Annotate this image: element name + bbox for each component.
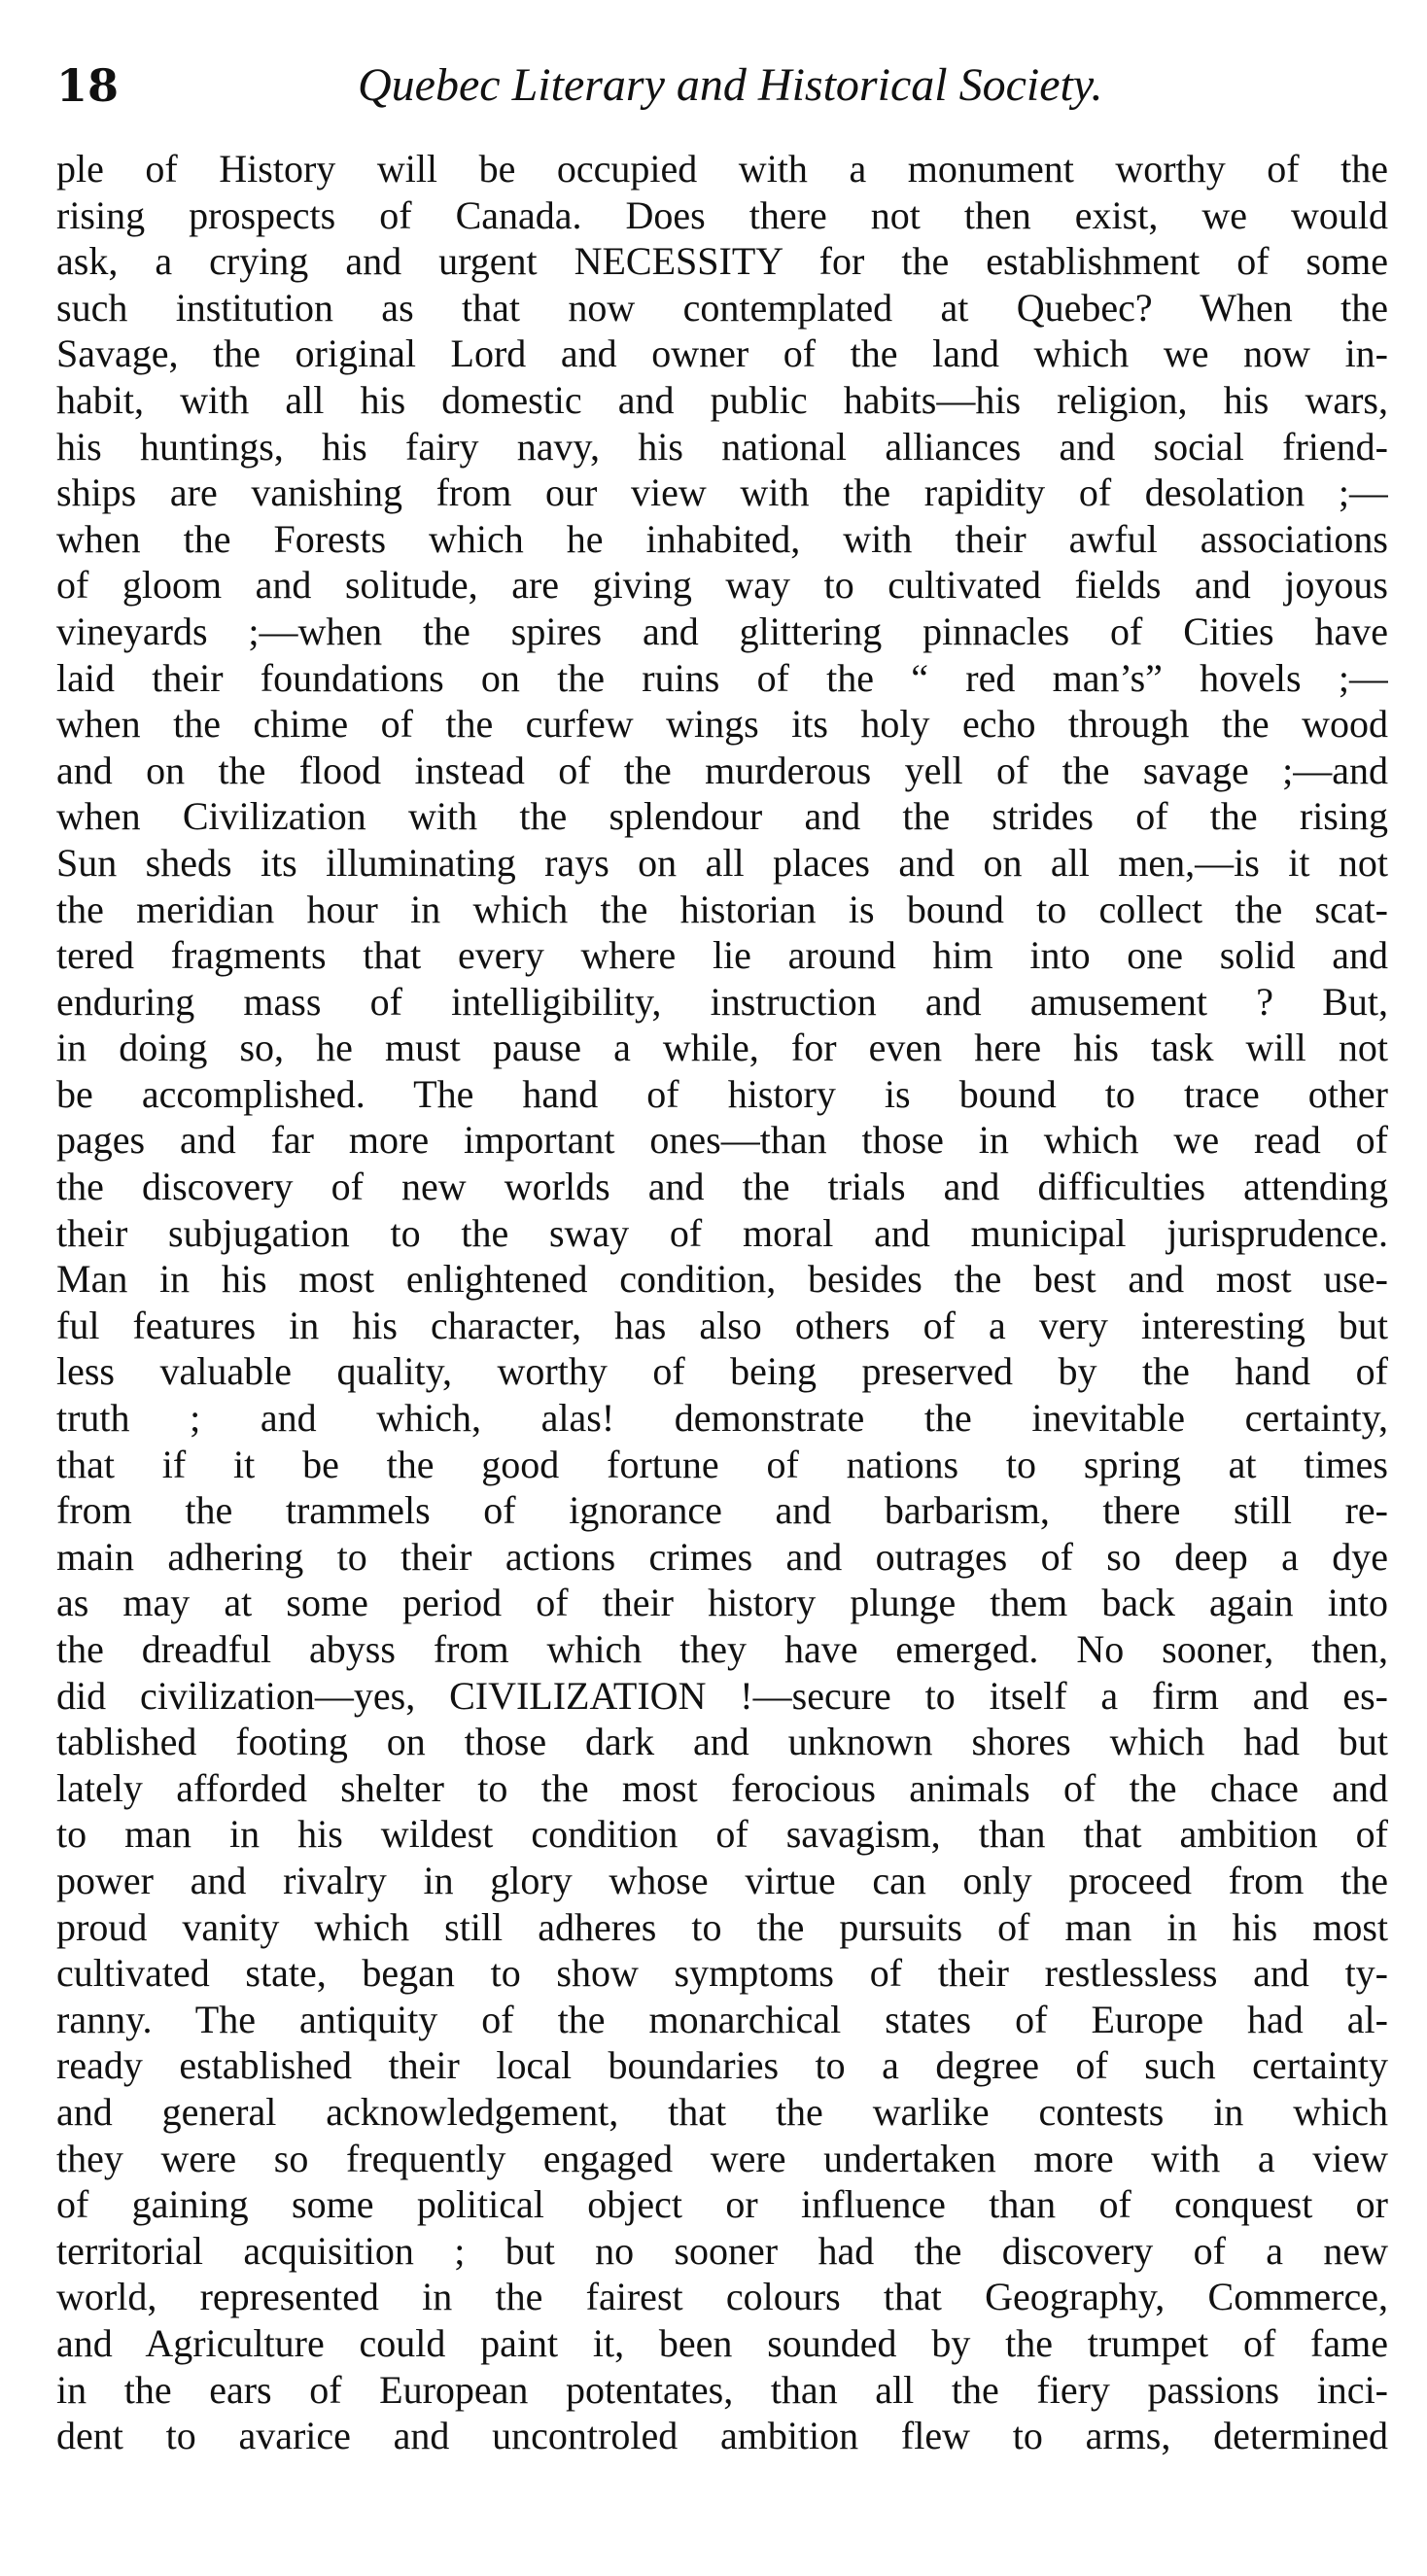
text-line: ask, a crying and urgent NECESSITY for the establishment of some	[56, 239, 1388, 284]
running-head	[56, 56, 1378, 115]
text-line: tablished footing on those dark and unknown shores which had but	[56, 1720, 1388, 1764]
text-line: Man in his most enlightened condition, besides the best and most use-	[56, 1257, 1388, 1302]
text-line: lately afforded shelter to the most ferocious animals of the chace and	[56, 1765, 1388, 1810]
text-line: less valuable quality, worthy of being preserved by the hand of	[56, 1349, 1388, 1394]
text-line: power and rivalry in glory whose virtue can only proceed from the	[56, 1858, 1388, 1902]
text-line: laid their foundations on the ruins of the “ red man’s” hovels ;—	[56, 655, 1388, 700]
text-line: enduring mass of intelligibility, instruction and amusement ? But,	[56, 979, 1388, 1024]
text-line: Savage, the original Lord and owner of the land which we now in-	[56, 331, 1388, 376]
text-line: pages and far more important ones—than those in which we read of	[56, 1118, 1388, 1163]
text-line: from the trammels of ignorance and barbarism, there still re-	[56, 1488, 1388, 1533]
text-line: his huntings, his fairy navy, his national alliances and social friend-	[56, 424, 1388, 469]
text-line: ranny. The antiquity of the monarchical states of Europe had al-	[56, 1997, 1388, 2041]
text-line: as may at some period of their history plunge them back again into	[56, 1581, 1388, 1625]
text-line: ready established their local boundaries to a degree of such certainty	[56, 2043, 1388, 2088]
text-line: rising prospects of Canada. Does there not then exist, we would	[56, 192, 1388, 237]
text-line: such institution as that now contemplated at Quebec? When the	[56, 285, 1388, 330]
text-line: when the chime of the curfew wings its holy echo through the wood	[56, 702, 1388, 747]
text-line: dent to avarice and uncontroled ambition flew to arms, determined	[56, 2414, 1388, 2458]
text-line: main adhering to their actions crimes and outrages of so deep a dye	[56, 1534, 1388, 1579]
text-line: in the ears of European potentates, than all the fiery passions inci-	[56, 2367, 1388, 2412]
page-number: 18	[56, 59, 120, 112]
text-line: habit, with all his domestic and public habits—his religion, his wars,	[56, 377, 1388, 422]
text-line: and general acknowledgement, that the warlike contests in which	[56, 2089, 1388, 2134]
text-line: did civilization—yes, CIVILIZATION !—secure to itself a firm and es-	[56, 1673, 1388, 1718]
text-line: the meridian hour in which the historian is bound to collect the scat-	[56, 887, 1388, 931]
text-line: in doing so, he must pause a while, for even here his task will not	[56, 1026, 1388, 1070]
text-line: that if it be the good fortune of nations to spring at times	[56, 1442, 1388, 1486]
text-line: to man in his wildest condition of savagism, than that ambition of	[56, 1812, 1388, 1857]
text-line: of gaining some political object or influence than of conquest or	[56, 2182, 1388, 2227]
text-line: world, represented in the fairest colours that Geography, Commerce,	[56, 2275, 1388, 2319]
text-line: the discovery of new worlds and the trials and difficulties attending	[56, 1165, 1388, 1209]
text-line: their subjugation to the sway of moral and municipal jurisprudence.	[56, 1210, 1388, 1255]
body-text	[56, 146, 1388, 2459]
text-line: proud vanity which still adheres to the pursuits of man in his most	[56, 1904, 1388, 1949]
text-line: vineyards ;—when the spires and glittering pinnacles of Cities have	[56, 609, 1388, 653]
text-line: tered fragments that every where lie around him into one solid and	[56, 933, 1388, 978]
text-line: ple of History will be occupied with a monument worthy of the	[56, 147, 1388, 191]
text-line: ful features in his character, has also others of a very interesting but	[56, 1303, 1388, 1347]
text-line: be accomplished. The hand of history is bound to trace other	[56, 1071, 1388, 1116]
text-line: when the Forests which he inhabited, with their awful associations	[56, 516, 1388, 561]
text-line: ships are vanishing from our view with the rapidity of desolation ;—	[56, 470, 1388, 515]
text-line: cultivated state, began to show symptoms of their restlessless and ty-	[56, 1951, 1388, 1996]
text-line: when Civilization with the splendour and the strides of the rising	[56, 794, 1388, 839]
text-line: and on the flood instead of the murderous yell of the savage ;—and	[56, 748, 1388, 792]
text-line: and Agriculture could paint it, been sounded by the trumpet of fame	[56, 2320, 1388, 2365]
text-line: they were so frequently engaged were undertaken more with a view	[56, 2136, 1388, 2180]
text-line: Sun sheds its illuminating rays on all places and on all men,—is it not	[56, 840, 1388, 885]
text-line: territorial acquisition ; but no sooner had the discovery of a new	[56, 2228, 1388, 2273]
journal-title: Quebec Literary and Historical Society.	[358, 59, 1103, 111]
text-line: of gloom and solitude, are giving way to cultivated fields and joyous	[56, 563, 1388, 608]
text-line: the dreadful abyss from which they have emerged. No sooner, then,	[56, 1627, 1388, 1671]
text-line: truth ; and which, alas! demonstrate the inevitable certainty,	[56, 1396, 1388, 1441]
